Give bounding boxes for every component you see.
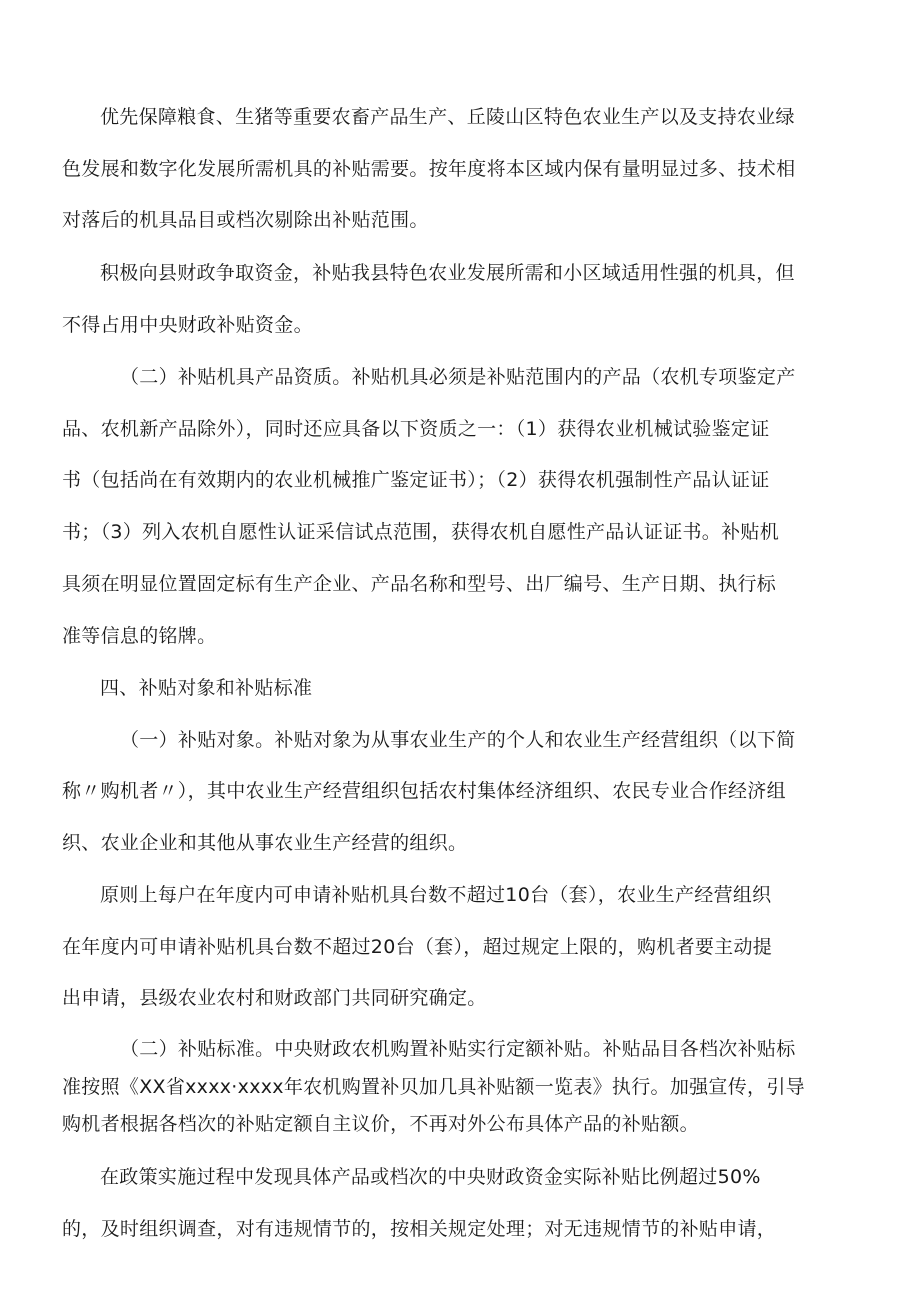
paragraph-line: 品、农机新产品除外），同时还应具备以下资质之一：（1）获得农业机械试验鉴定证: [62, 418, 770, 440]
section-heading: 四、补贴对象和补贴标准: [100, 677, 313, 699]
paragraph-line: 书；（3）列入农机自愿性认证采信试点范围，获得农机自愿性产品认证证书。补贴机: [62, 521, 779, 543]
paragraph-line: 积极向县财政争取资金，补贴我县特色农业发展所需和小区域适用性强的机具，但: [100, 262, 795, 284]
paragraph-line: （二）补贴标准。中央财政农机购置补贴实行定额补贴。补贴品目各档次补贴标: [120, 1038, 796, 1060]
paragraph-line: 对落后的机具品目或档次剔除出补贴范围。: [62, 209, 429, 231]
paragraph-line: 不得占用中央财政补贴资金。: [62, 314, 313, 336]
paragraph-line: 出申请，县级农业农村和财政部门共同研究确定。: [62, 987, 487, 1009]
paragraph-line: 在政策实施过程中发现具体产品或档次的中央财政资金实际补贴比例超过50%: [100, 1166, 761, 1188]
paragraph-line: 准按照《XX省xxxx·xxxx年农机购置补贝加几具补贴额一览表》执行。加强宣传，引导: [62, 1076, 805, 1098]
paragraph-line: 书（包括尚在有效期内的农业机械推广鉴定证书）；（2）获得农机强制性产品认证证: [62, 469, 770, 491]
paragraph-line: （二）补贴机具产品资质。补贴机具必须是补贴范围内的产品（农机专项鉴定产: [120, 366, 796, 388]
paragraph-line: 织、农业企业和其他从事农业生产经营的组织。: [62, 832, 468, 854]
paragraph-line: 称〃购机者〃），其中农业生产经营组织包括农村集体经济组织、农民专业合作经济组: [62, 780, 786, 802]
paragraph-line: 购机者根据各档次的补贴定额自主议价，不再对外公布具体产品的补贴额。: [62, 1113, 699, 1135]
paragraph-line: 的，及时组织调查，对有违规情节的，按相关规定处理；对无违规情节的补贴申请，: [62, 1218, 777, 1240]
paragraph-line: （一）补贴对象。补贴对象为从事农业生产的个人和农业生产经营组织（以下简: [120, 729, 796, 751]
paragraph-line: 色发展和数字化发展所需机具的补贴需要。按年度将本区域内保有量明显过多、技术相: [62, 158, 796, 180]
paragraph-line: 原则上每户在年度内可申请补贴机具台数不超过10台（套），农业生产经营组织: [100, 884, 772, 906]
paragraph-line: 优先保障粮食、生猪等重要农畜产品生产、丘陵山区特色农业生产以及支持农业绿: [100, 106, 795, 128]
paragraph-line: 准等信息的铭牌。: [62, 625, 217, 647]
paragraph-line: 在年度内可申请补贴机具台数不超过20台（套），超过规定上限的，购机者要主动提: [62, 936, 773, 958]
paragraph-line: 具须在明显位置固定标有生产企业、产品名称和型号、出厂编号、生产日期、执行标: [62, 573, 777, 595]
